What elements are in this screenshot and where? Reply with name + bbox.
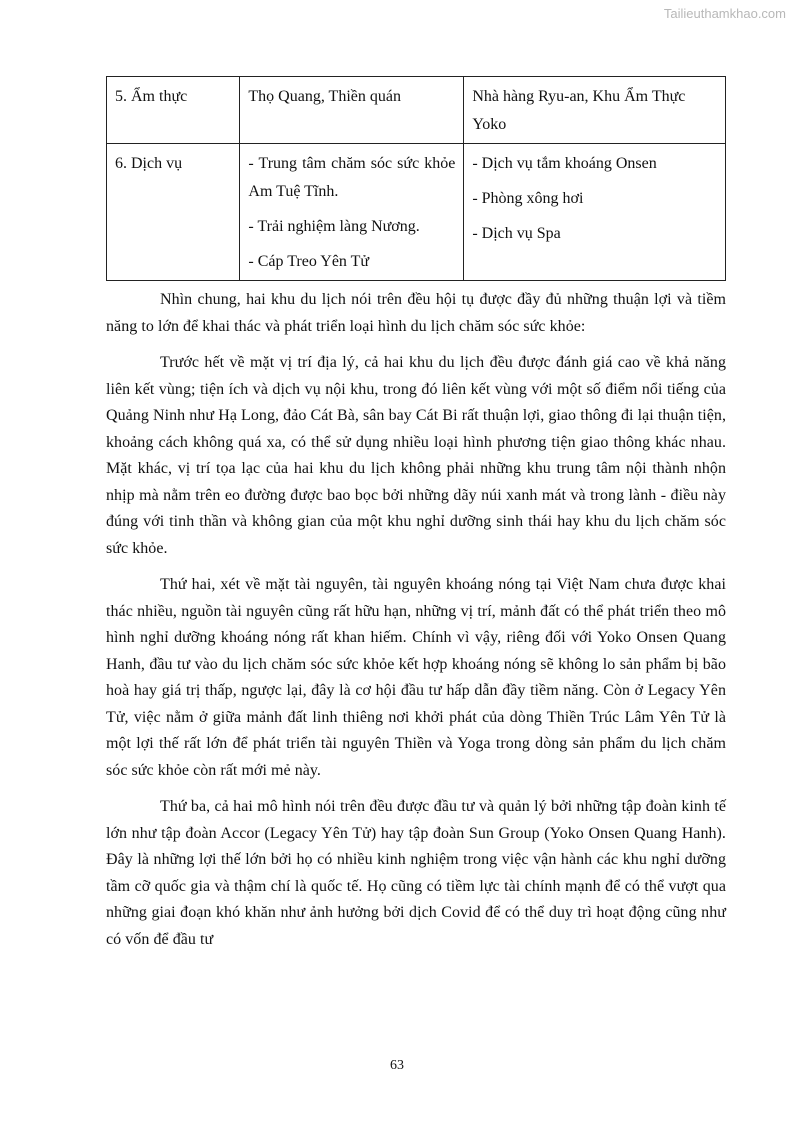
page-number: 63 bbox=[390, 1058, 404, 1073]
table-cell-yoko bbox=[464, 77, 726, 144]
cell-text: Thọ Quang, Thiền quán bbox=[248, 88, 401, 105]
table-cell-legacy bbox=[240, 77, 464, 144]
cell-text: - Dịch vụ tắm khoáng Onsen bbox=[472, 155, 657, 172]
cell-text: 6. Dịch vụ bbox=[115, 155, 183, 172]
table-cell-category bbox=[107, 144, 240, 281]
watermark-text: Tailieuthamkhao.com bbox=[663, 6, 786, 21]
document-page bbox=[106, 76, 726, 953]
cell-text: - Dịch vụ Spa bbox=[472, 225, 561, 242]
paragraph: Thứ ba, cả hai mô hình nói trên đều được đầu tư và quản lý bởi những tập đoàn kinh tế lớn như tập đoàn Accor (Legacy Yên Tử) hay tập đoàn Sun Group (Yoko Onsen Quang Hanh). Đây là những lợi thế lớn bởi họ có nhiều kinh nghiệm trong việc vận hành các khu nghỉ dưỡng tầm cỡ quốc gia và thậm chí là quốc tế. Họ cũng có tiềm lực tài chính mạnh để có thể vượt qua những giai đoạn khó khăn như ảnh hưởng bởi dịch Covid để có thể duy trì hoạt động cũng như có vốn để đầu tư bbox=[106, 798, 726, 948]
table-cell-yoko bbox=[464, 144, 726, 281]
paragraph: Thứ hai, xét về mặt tài nguyên, tài nguyên khoáng nóng tại Việt Nam chưa được khai thác nhiều, nguồn tài nguyên cũng rất hữu hạn, những vị trí, mảnh đất có thể phát triển theo mô hình nghỉ dưỡng khoáng nóng rất khan hiếm. Chính vì vậy, riêng đối với Yoko Onsen Quang Hanh, đầu tư vào du lịch chăm sóc sức khỏe kết hợp khoáng nóng sẽ không lo sản phẩm bị bão hoà hay giá trị thấp, ngược lại, đây là cơ hội đầu tư hấp dẫn đầy tiềm năng. Còn ở Legacy Yên Tử, việc nằm ở giữa mảnh đất linh thiêng nơi khởi phát của dòng Thiền Trúc Lâm Yên Tử là một lợi thế rất lớn để phát triển tài nguyên Thiền và Yoga trong dòng sản phẩm du lịch chăm sóc sức khỏe còn rất mới mẻ này. bbox=[106, 576, 726, 779]
body-text bbox=[106, 287, 726, 953]
table-row bbox=[107, 144, 726, 281]
cell-text: Nhà hàng Ryu-an, Khu Ẩm Thực Yoko bbox=[472, 88, 686, 133]
cell-text: - Trung tâm chăm sóc sức khỏe Am Tuệ Tĩnh. bbox=[248, 155, 456, 200]
cell-text: - Phòng xông hơi bbox=[472, 190, 584, 207]
cell-text: 5. Ẩm thực bbox=[115, 88, 188, 105]
cell-text: - Trải nghiệm làng Nương. bbox=[248, 218, 420, 235]
table-cell-category bbox=[107, 77, 240, 144]
paragraph: Trước hết về mặt vị trí địa lý, cả hai khu du lịch đều được đánh giá cao về khả năng liên kết vùng; tiện ích và dịch vụ nội khu, trong đó liên kết vùng với một số điểm nổi tiếng của Quảng Ninh như Hạ Long, đảo Cát Bà, sân bay Cát Bi rất thuận lợi, giao thông đi lại thuận tiện, khoảng cách không quá xa, có thể sử dụng nhiều loại hình phương tiện giao thông khác nhau. Mặt khác, vị trí tọa lạc của hai khu du lịch không phải những khu trung tâm nội thành nhộn nhịp mà nằm trên eo đường được bao bọc bởi những dãy núi xanh mát và trong lành - điều này đúng với tinh thần và không gian của một khu nghỉ dưỡng sinh thái hay khu du lịch chăm sóc sức khỏe. bbox=[106, 354, 726, 557]
table-row bbox=[107, 77, 726, 144]
paragraph: Nhìn chung, hai khu du lịch nói trên đều hội tụ được đầy đủ những thuận lợi và tiềm năng to lớn để khai thác và phát triển loại hình du lịch chăm sóc sức khỏe: bbox=[106, 291, 726, 335]
table-cell-legacy bbox=[240, 144, 464, 281]
cell-text: - Cáp Treo Yên Tử bbox=[248, 253, 370, 270]
services-table bbox=[106, 76, 726, 281]
